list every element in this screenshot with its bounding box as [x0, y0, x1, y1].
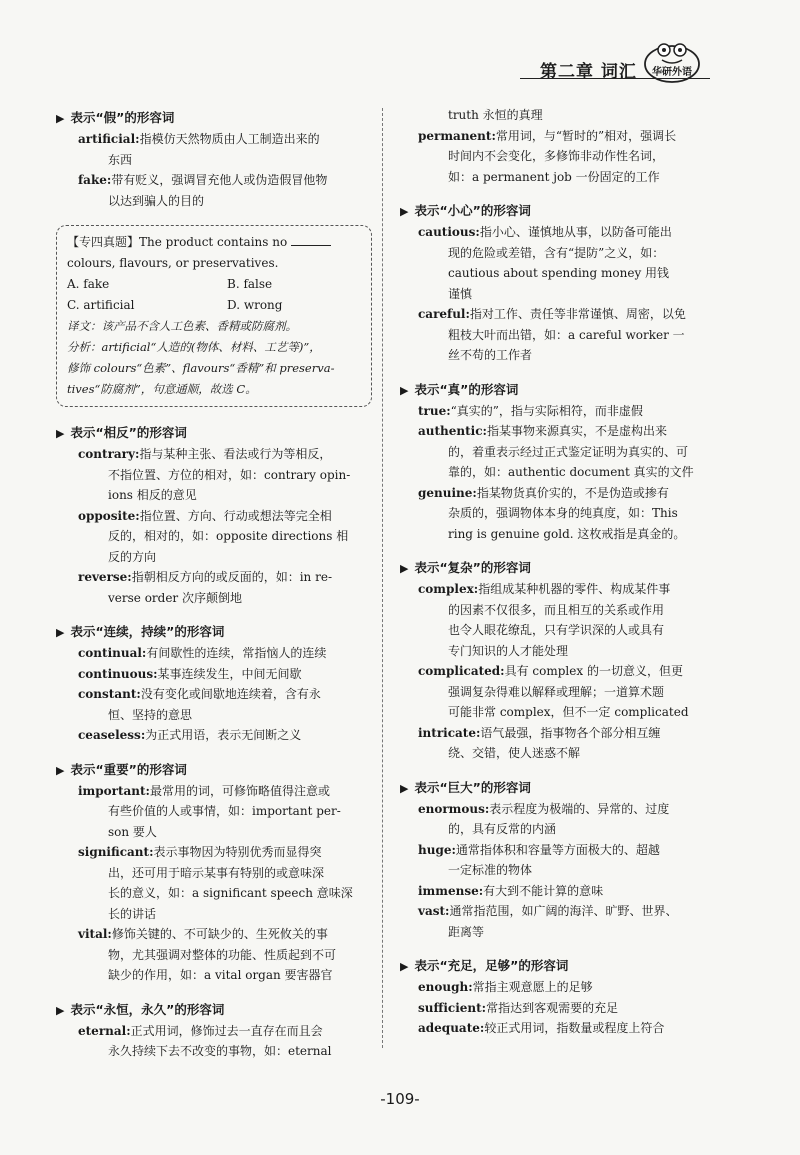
section-title: 表示“连续，持续”的形容词 [70, 624, 225, 639]
section-title: 表示“假”的形容词 [70, 110, 175, 125]
answer-blank [291, 233, 331, 246]
section-title: 表示“相反”的形容词 [70, 425, 187, 440]
section-fake [52, 108, 372, 211]
triangle-bullet-icon: ▶ [400, 562, 409, 575]
entry-eternal: eternal:正式用词，修饰过去一直存在而且会 永久持续下去不改变的事物，如：eternal [78, 1023, 332, 1058]
entry-complicated: complicated:具有 complex 的一切意义，但更 强调复杂得难以解释或理解；一道算术题 可能非常 complex，但不一定 complicated [418, 664, 689, 719]
entry-contrary: contrary:指与某种主张、看法或行为等相反， 不指位置、方位的相对，如：contrary opin- ions 相反的意见 [78, 447, 351, 502]
entry-cautious: cautious:指小心、谨慎地从事，以防备可能出 现的危险或差错，含有“提防”之义，如： cautious about spending money 用钱 谨慎 [418, 225, 672, 301]
section-eternal-cont [396, 105, 716, 187]
entry-intricate: intricate:语气最强，指事物各个部分相互缠 绕、交错，使人迷惑不解 [418, 725, 661, 760]
section-enough [396, 956, 716, 1039]
section-title: 表示“永恒，永久”的形容词 [70, 1001, 225, 1017]
entry-immense: immense:有大到不能计算的意味 [418, 883, 604, 898]
triangle-bullet-icon: ▶ [400, 781, 409, 795]
analysis-line: 分析：artificial“人造的(物体、材料、工艺等)”， [67, 340, 321, 354]
triangle-bullet-icon: ▶ [56, 1003, 65, 1017]
left-column [52, 108, 372, 1076]
triangle-bullet-icon: ▶ [400, 383, 409, 397]
eternal-continuation: truth 永恒的真理 [448, 108, 543, 122]
triangle-bullet-icon: ▶ [400, 960, 409, 973]
entry-vast: vast:通常指范围，如广阔的海洋、旷野、世界、 距离等 [418, 904, 678, 939]
entry-complex: complex:指组成某种机器的零件、构成某件事 的因素不仅很多，而且相互的关系或作用 也令人眼花缭乱，只有学识深的人或具有 专门知识的人才能处理 [418, 582, 671, 658]
triangle-bullet-icon: ▶ [56, 427, 65, 440]
entry-genuine: genuine:指某物货真价实的，不是伪造或掺有 杂质的，强调物体本身的纯真度，如：This ring is genuine gold. 这枚戒指是真金的。 [418, 485, 686, 541]
triangle-bullet-icon: ▶ [56, 112, 65, 125]
entry-continuous: continuous:某事连续发生，中间无间歇 [78, 666, 302, 681]
analysis-line: 修饰 colours“色素”、flavours“香精”和 preserva- [67, 361, 335, 375]
entry-artificial: artificial:指模仿天然物质由人工制造出来的 东西 [78, 132, 320, 167]
option-c: C. artificial [67, 298, 135, 312]
entry-sufficient: sufficient:常指达到客观需要的充足 [418, 1000, 619, 1015]
option-d: D. wrong [227, 298, 283, 312]
section-title: 表示“充足，足够”的形容词 [414, 958, 569, 973]
section-title: 表示“小心”的形容词 [414, 203, 531, 218]
chapter-title: 第二章 词汇 [540, 62, 637, 82]
analysis-line: tives“防腐剂”，句意通顺，故选 C。 [67, 382, 257, 396]
section-opposite [52, 423, 372, 608]
entry-permanent: permanent:常用词，与“暂时的”相对，强调长 时间内不会变化，多修饰非动作性名词， 如：a permanent job 一份固定的工作 [418, 128, 677, 184]
translation: 译文：该产品不含人工色素、香精或防腐剂。 [67, 319, 297, 333]
logo-text: 华研外语 [652, 67, 692, 78]
publisher-logo [642, 38, 702, 84]
right-column [396, 105, 716, 1053]
section-title: 表示“重要”的形容词 [70, 761, 187, 777]
section-title: 表示“巨大”的形容词 [414, 779, 531, 795]
column-divider [382, 108, 383, 1048]
entry-enough: enough:常指主观意愿上的足够 [418, 980, 593, 994]
option-b: B. false [227, 277, 273, 291]
section-important [52, 760, 372, 986]
section-true [396, 380, 716, 545]
exam-question-box: 【专四真题】The product contains no colours, flavours, or preservatives. A. fake B. false C. artificial D. wrong 译文：该产品不含人工色素、香精或防腐剂。 分析：artificial“人造的(物体、材料、工艺等)”， 修饰 colours“色素”、flavours“香精”和 preserva- tives“防腐剂”，句意通顺，故选 C。 [56, 225, 372, 407]
entry-fake: fake:带有贬义，强调冒充他人或伪造假冒他物 以达到骗人的目的 [78, 173, 328, 208]
section-title: 表示“真”的形容词 [414, 381, 519, 397]
entry-vital: vital:修饰关键的、不可缺少的、生死攸关的事 物，尤其强调对整体的功能、性质起到不可 缺少的作用，如：a vital organ 要害器官 [78, 927, 337, 982]
entry-huge: huge:通常指体积和容量等方面极大的、超越 一定标准的物体 [418, 842, 660, 877]
entry-enormous: enormous:表示程度为极端的、异常的、过度 的，具有反常的内涵 [418, 801, 670, 836]
entry-significant: significant:表示事物因为特别优秀而显得突 出，还可用于暗示某事有特别的或意味深 长的意义，如：a significant speech 意味深 长的讲话 [78, 845, 353, 921]
entry-ceaseless: ceaseless:为正式用语，表示无间断之义 [78, 728, 302, 742]
entry-important: important:最常用的词，可修饰略值得注意或 有些价值的人或事情，如：important per- son 要人 [78, 783, 341, 839]
page-number: -109- [380, 1090, 420, 1108]
entry-constant: constant:没有变化或间歇地连续着，含有永 恒、坚持的意思 [78, 687, 321, 722]
answer-options [67, 274, 363, 316]
entry-opposite: opposite:指位置、方向、行动或想法等完全相 反的，相对的，如：opposite directions 相 反的方向 [78, 508, 349, 564]
section-eternal [52, 1000, 372, 1062]
entry-reverse: reverse:指朝相反方向的或反面的，如：in re- verse order 次序颠倒地 [78, 570, 332, 605]
entry-authentic: authentic:指某事物来源真实，不是虚构出来 的，着重表示经过正式鉴定证明为真实的、可 靠的，如：authentic document 真实的文件 [418, 424, 694, 479]
section-title: 表示“复杂”的形容词 [414, 560, 531, 575]
entry-continual: continual:有间歇性的连续，常指恼人的连续 [78, 646, 327, 660]
section-complex [396, 558, 716, 764]
entry-careful: careful:指对工作、责任等非常谨慎、周密，以免 粗枝大叶而出错，如：a careful worker 一 丝不苟的工作者 [418, 307, 686, 362]
section-careful [396, 201, 716, 366]
option-a: A. fake [67, 277, 110, 291]
section-huge [396, 778, 716, 943]
triangle-bullet-icon: ▶ [56, 763, 65, 777]
entry-true: true:“真实的”，指与实际相符，而非虚假 [418, 403, 643, 418]
question-text: 【专四真题】The product contains no [67, 235, 288, 249]
triangle-bullet-icon: ▶ [400, 205, 409, 218]
entry-adequate: adequate:较正式用词，指数量或程度上符合 [418, 1021, 665, 1035]
section-continuous [52, 622, 372, 746]
triangle-bullet-icon: ▶ [56, 626, 65, 639]
